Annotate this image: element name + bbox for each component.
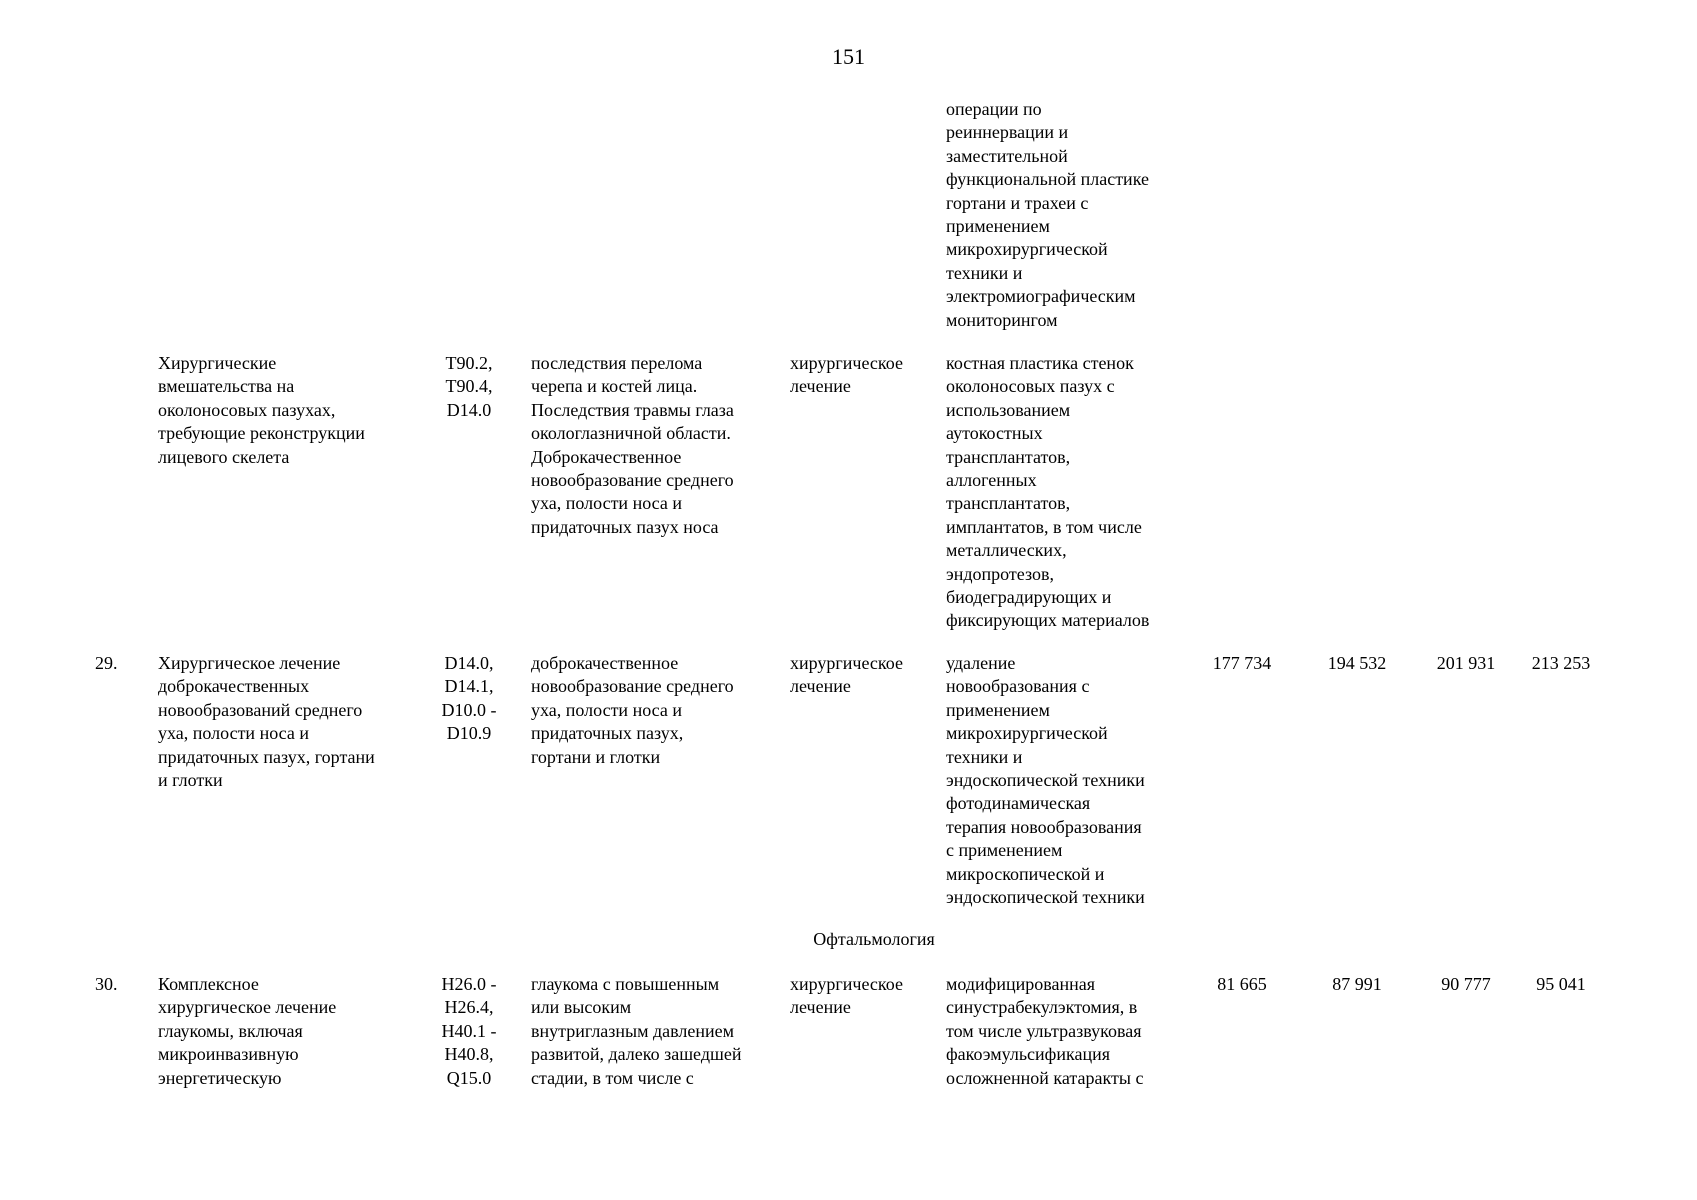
price-4: 213 253 [1531,653,1591,673]
price-1: 81 665 [1217,974,1267,994]
price-3: 90 777 [1441,974,1491,994]
row-treatment: хирургическое лечение [790,353,903,397]
row-model: последствия перелома черепа и костей лица. Последствия травмы глаза окологлазничной области. Доброкачественное новообразование среднего уха, полости носа и придаточных пазух носа [531,353,734,537]
row-method: модифицированная синустрабекулэктомия, в том числе ультразвуковая факоэмульсификация осложненной катаракты с [946,974,1144,1088]
row-treatment: хирургическое лечение [790,974,903,1018]
row-codes: H26.0 - H26.4, H40.1 - H40.8, Q15.0 [441,974,497,1088]
row-codes: T90.2, T90.4, D14.0 [445,353,493,420]
row-number: 29. [95,653,118,673]
row-name: Хирургическое лечение доброкачественных новообразований среднего уха, полости носа и придаточных пазух, гортани и глотки [158,653,375,791]
price-2: 194 532 [1327,653,1387,673]
price-1: 177 734 [1212,653,1272,673]
row-treatment: хирургическое лечение [790,653,903,697]
price-2: 87 991 [1332,974,1382,994]
row-method: костная пластика стенок околоносовых пазух с использованием аутокостных трансплантатов, аллогенных трансплантатов, имплантатов, в том числе металлических, эндопротезов, биодеградирующих и фиксирующих материалов [946,353,1150,631]
row-model: глаукома с повышенным или высоким внутриглазным давлением развитой, далеко зашедшей стадии, в том числе с [531,974,742,1088]
row-name: Хирургические вмешательства на околоносовых пазухах, требующие реконструкции лицевого скелета [158,353,365,467]
method-continuation: операции по реиннервации и заместительной функциональной пластике гортани и трахеи с применением микрохирургической техники и электромиографическим мониторингом [946,99,1149,330]
section-heading: Офтальмология [813,929,935,949]
row-model: доброкачественное новообразование среднего уха, полости носа и придаточных пазух, гортани и глотки [531,653,734,767]
row-method: удаление новообразования с применением микрохирургической техники и эндоскопической техники фотодинамическая терапия новообразования с применением микроскопической и эндоскопической техники [946,653,1145,908]
row-name: Комплексное хирургическое лечение глаукомы, включая микроинвазивную энергетическую [158,974,337,1088]
price-3: 201 931 [1436,653,1496,673]
price-4: 95 041 [1536,974,1586,994]
page-number: 151 [832,44,865,69]
row-number: 30. [95,974,118,994]
row-codes: D14.0, D14.1, D10.0 - D10.9 [441,653,497,744]
